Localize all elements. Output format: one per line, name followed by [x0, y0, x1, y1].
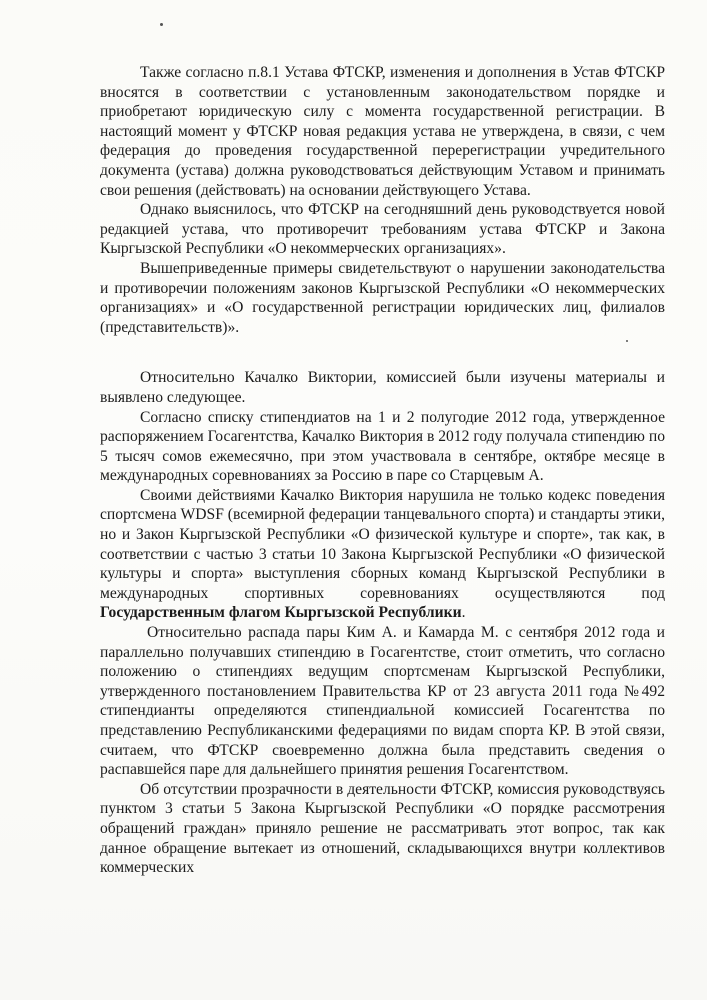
- paragraph: Также согласно п.8.1 Устава ФТСКР, изменения и дополнения в Устав ФТСКР вносятся в соответствии с установленным законодательством порядке и приобретают юридическую силу с момента государственной регистрации. В настоящий момент у ФТСКР новая редакция устава не утверждена, в связи, с чем федерация до проведения государственной перерегистрации учредительного документа (устава) должна руководствоваться действующим Уставом и принимать свои решения (действовать) на основании действующего Устава.: [100, 64, 665, 199]
- paragraph: Однако выяснилось, что ФТСКР на сегодняшний день руководствуется новой редакцией устава, что противоречит требованиям устава ФТСКР и Закона Кыргызской Республики «О некоммерческих организациях».: [100, 201, 665, 258]
- paragraph: Относительно Качалко Виктории, комиссией были изучены материалы и выявлено следующее.: [100, 369, 665, 406]
- paragraph: [100, 486, 665, 623]
- paragraph: Вышеприведенные примеры свидетельствуют о нарушении законодательства и противоречии положениям законов Кыргызской Республики «О некоммерческих организациях» и «О государственной регистрации юридических лиц, филиалов (представительств)».: [100, 259, 665, 336]
- paragraph-text: Своими действиями Качалко Виктория нарушила не только кодекс поведения спортсмена WDSF (всемирной федерации танцевального спорта) и стандарты этики, но и Закон Кыргызской Республики «О физической культуре и спорте», так как, в соответствии с частью 3 статьи 10 Закона Кыргызской Республики «О физической культуры и спорта» выступления сборных команд Кыргызской Республики в международных спортивных соревнованиях осуществляются под: [100, 486, 665, 602]
- paragraph: Об отсутствии прозрачности в деятельности ФТСКР, комиссия руководствуясь пунктом 3 статьи 5 Закона Кыргызской Республики «О порядке рассмотрения обращений граждан» приняло решение не рассматривать этот вопрос, так как данное обращение вытекает из отношений, складывающихся внутри коллективов коммерческих: [100, 780, 665, 877]
- document-body: [100, 63, 665, 878]
- scan-speck: [160, 23, 163, 26]
- bold-suffix: .: [461, 604, 466, 622]
- bold-phrase: Государственным флагом Кыргызской Республики: [100, 604, 462, 622]
- paragraph: Согласно списку стипендиатов на 1 и 2 полугодие 2012 года, утвержденное распоряжением Госагентства, Качалко Виктория в 2012 году получала стипендию по 5 тысяч сомов ежемесячно, при этом участвовала в сентябре, октябре месяце в международных соревнованиях за Россию в паре со Старцевым А.: [100, 408, 665, 485]
- paragraph: Относительно распада пары Ким А. и Камарда М. с сентября 2012 года и параллельно получавших стипендию в Госагентстве, стоит отметить, что согласно положению о стипендиях ведущим спортсменам Кыргызской Республики, утвержденного постановлением Правительства КР от 23 августа 2011 года №492 стипендианты определяются стипендиальной комиссией Госагентства по представлению Республиканскими федерациями по видам спорта КР. В этой связи, считаем, что ФТСКР своевременно должна была представить сведения о распавшейся паре для дальнейшего принятия решения Госагентством.: [100, 624, 665, 779]
